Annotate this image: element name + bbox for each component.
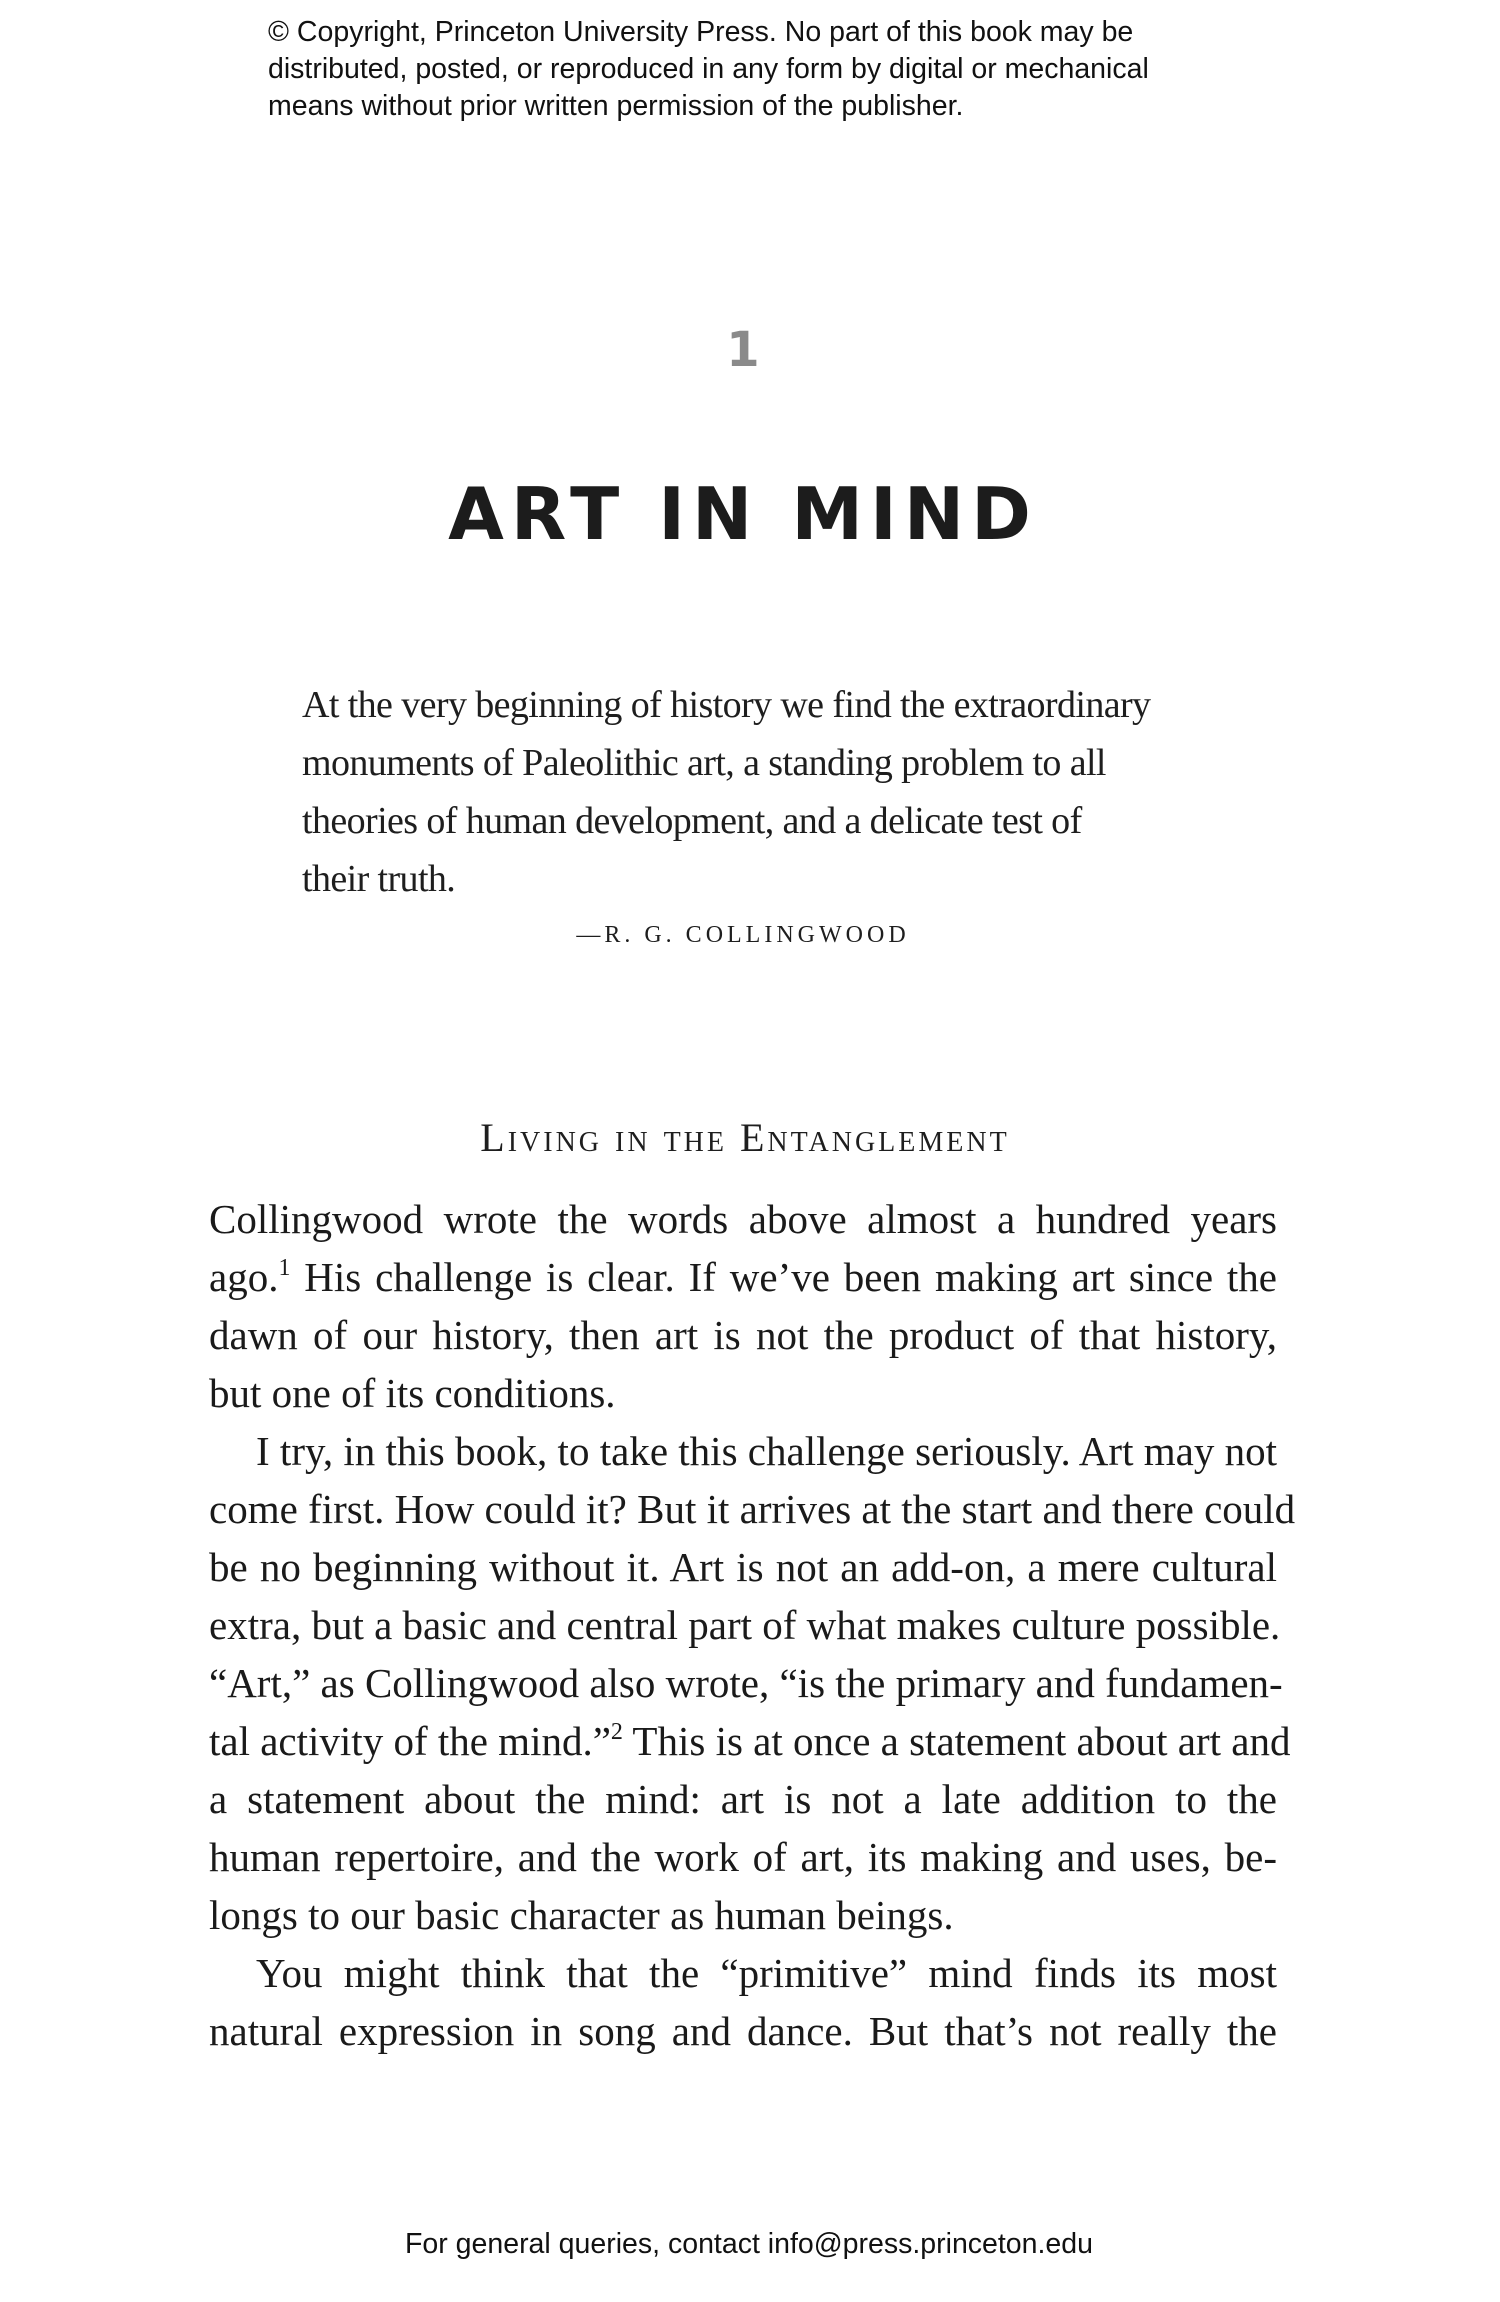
body-text <box>209 1190 1296 2060</box>
footer-contact: For general queries, contact info@press.princeton.edu <box>405 2228 1093 2260</box>
body-line: dawn of our history, then art is not the product of that history, <box>209 1312 1277 1358</box>
copyright-line: means without prior written permission of the publisher. <box>268 90 964 122</box>
footnote-ref[interactable]: 1 <box>278 1255 291 1281</box>
body-line: extra, but a basic and central part of what makes culture possible. <box>209 1602 1281 1648</box>
chapter-number: 1 <box>726 322 760 378</box>
epigraph-line: At the very beginning of history we find the extraordinary <box>302 684 1151 726</box>
body-line: be no beginning without it. Art is not an add-on, a mere cultural <box>209 1544 1277 1590</box>
body-line: but one of its conditions. <box>209 1370 616 1416</box>
footnote-ref[interactable]: 2 <box>610 1719 623 1745</box>
body-line: human repertoire, and the work of art, its making and uses, be- <box>209 1834 1277 1880</box>
body-line: come first. How could it? But it arrives at the start and there could <box>209 1486 1296 1532</box>
body-line: Collingwood wrote the words above almost a hundred years <box>209 1196 1277 1242</box>
epigraph-attribution: —R. G. COLLINGWOOD <box>576 922 910 948</box>
epigraph <box>302 676 1202 908</box>
epigraph-line: their truth. <box>302 858 456 900</box>
body-line: a statement about the mind: art is not a late addition to the <box>209 1776 1277 1822</box>
section-heading: Living in the Entanglement <box>480 1115 1010 1160</box>
body-line: I try, in this book, to take this challenge seriously. Art may not <box>256 1428 1277 1474</box>
body-line: natural expression in song and dance. But that’s not really the <box>209 2008 1277 2054</box>
copyright-line: distributed, posted, or reproduced in any form by digital or mechanical <box>268 53 1149 85</box>
body-line: tal activity of the mind.”$^2$ This is at once a statement about art and <box>209 1718 1291 1764</box>
copyright-line: © Copyright, Princeton University Press. No part of this book may be <box>268 16 1134 48</box>
body-line: ago.$^1$ His challenge is clear. If we’ve been making art since the <box>209 1254 1277 1300</box>
body-line: longs to our basic character as human beings. <box>209 1892 954 1938</box>
copyright-notice <box>268 14 1248 125</box>
epigraph-line: monuments of Paleolithic art, a standing problem to all <box>302 742 1106 784</box>
epigraph-line: theories of human development, and a delicate test of <box>302 800 1082 842</box>
chapter-title: ART IN MIND <box>448 472 1038 556</box>
body-line: You might think that the “primitive” mind finds its most <box>256 1950 1277 1996</box>
body-line: “Art,” as Collingwood also wrote, “is the primary and fundamen- <box>209 1660 1283 1706</box>
